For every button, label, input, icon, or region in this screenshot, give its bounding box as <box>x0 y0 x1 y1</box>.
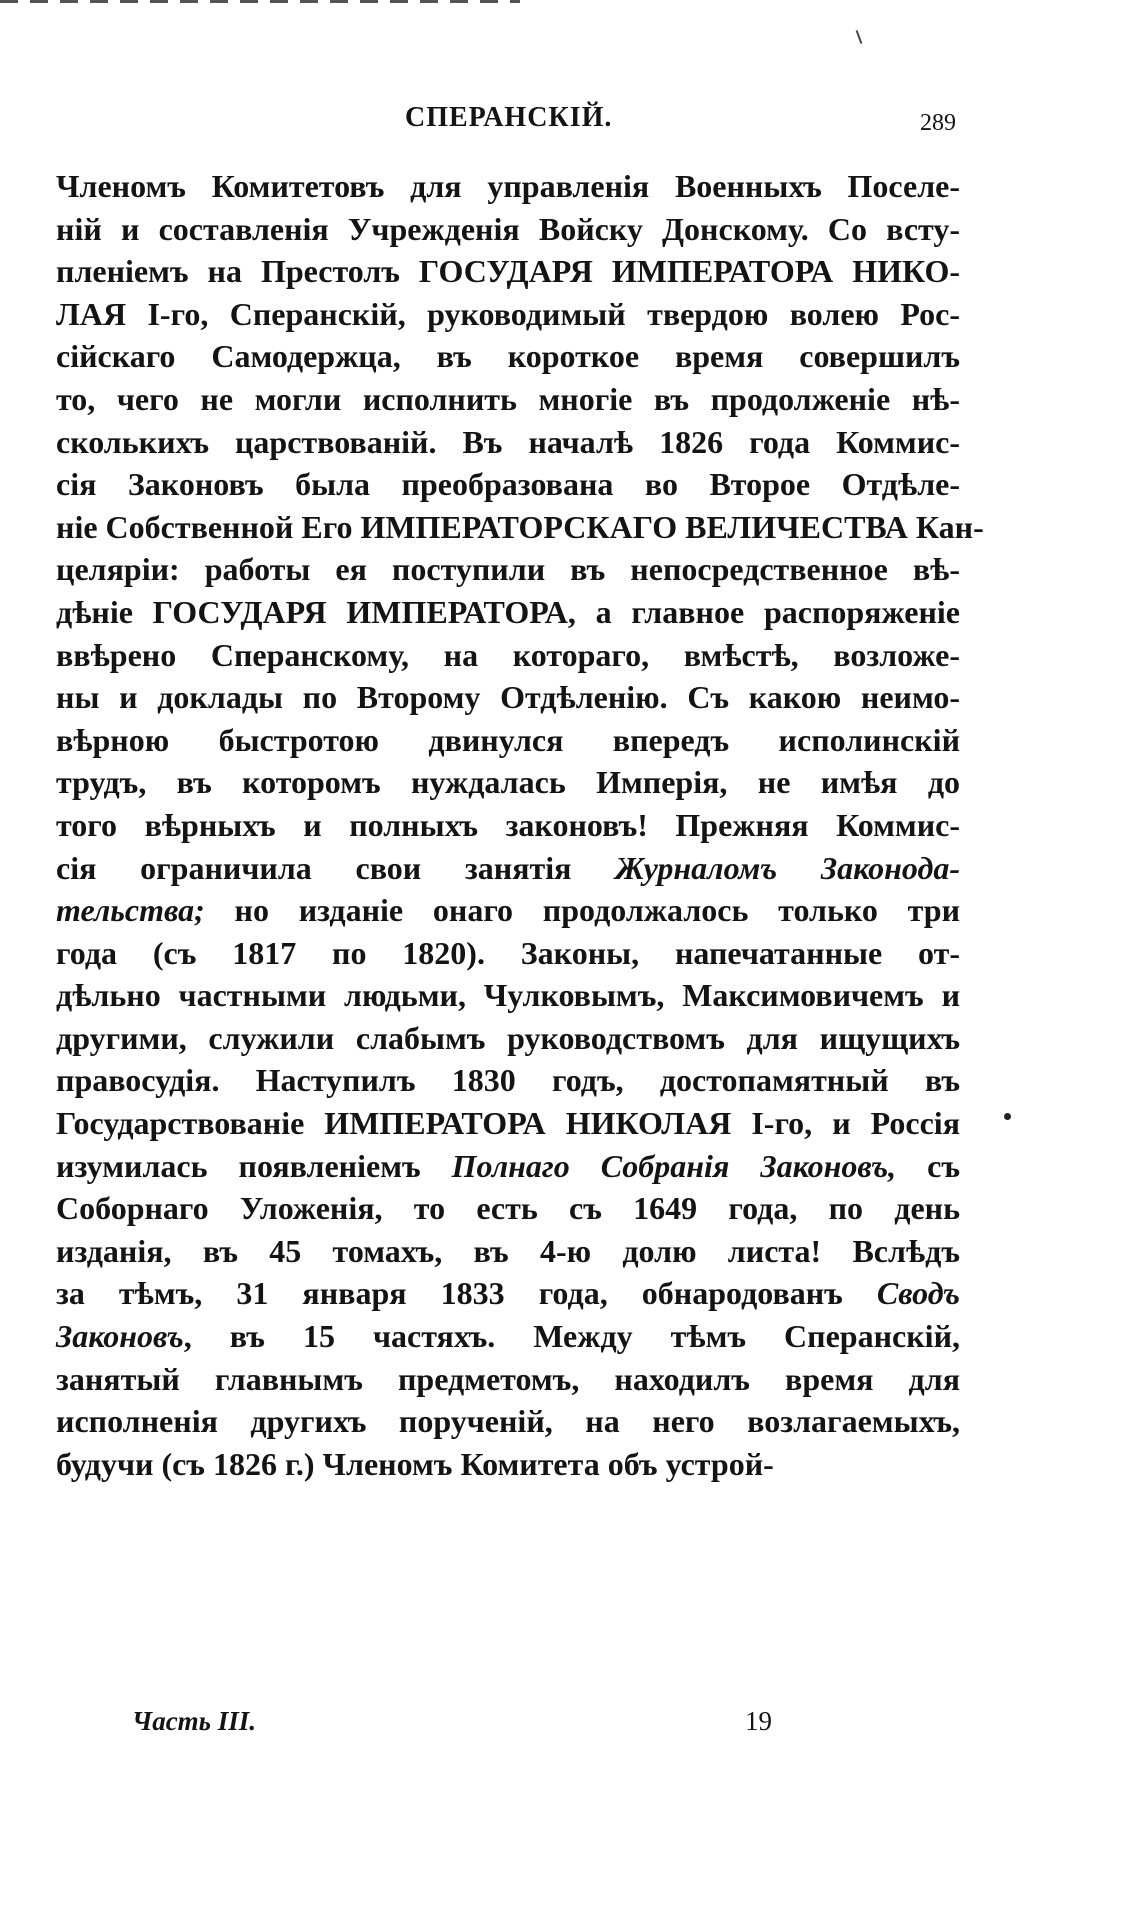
text-line <box>56 1400 960 1443</box>
text-line <box>56 1443 960 1486</box>
text-line <box>56 1059 960 1102</box>
line-text: ЛАЯ I-го, Сперанскій, руководимый твердою волею Рос- <box>56 295 960 332</box>
text-line <box>56 1145 960 1188</box>
text-line <box>56 463 960 506</box>
text-line <box>56 208 960 251</box>
text-line <box>56 548 960 591</box>
line-text: другими, служили слабымъ руководствомъ для ищущихъ <box>56 1019 960 1056</box>
line-text: пленіемъ на Престолъ ГОСУДАРЯ ИМПЕРАТОРА НИКО- <box>56 253 960 290</box>
line-text: дѣльно частными людьми, Чулковымъ, Максимовичемъ и <box>56 977 960 1014</box>
italic-title-text: тельства; <box>56 892 205 929</box>
italic-title-text: Полнаго Собранія Законовъ, <box>451 1147 897 1184</box>
text-line <box>56 1358 960 1401</box>
scan-mark <box>856 30 863 44</box>
line-text: съ <box>896 1147 961 1184</box>
text-line <box>56 335 960 378</box>
line-text: то, чего не могли исполнить многіе въ продолженіе нѣ- <box>56 380 960 417</box>
line-text: исполненія другихъ порученій, на него возлагаемыхъ, <box>56 1403 960 1440</box>
line-text: Членомъ Комитетовъ для управленія Военныхъ Поселе- <box>56 168 960 204</box>
text-line <box>56 889 960 932</box>
text-line <box>56 250 960 293</box>
scan-edge-artifact <box>0 0 520 3</box>
signature-mark: Часть III. <box>132 1706 257 1736</box>
line-text: сколькихъ царствованій. Въ началѣ 1826 года Коммис- <box>56 423 960 460</box>
line-text: правосудія. Наступилъ 1830 годъ, достопамятный въ <box>56 1062 960 1099</box>
line-text: ввѣрено Сперанскому, на котораго, вмѣстѣ, возложе- <box>56 636 960 673</box>
body-text <box>56 165 984 1485</box>
text-line <box>56 974 960 1017</box>
signature-number: 19 <box>745 1706 772 1736</box>
text-line <box>56 676 960 719</box>
line-text: занятый главнымъ предметомъ, находилъ время для <box>56 1360 960 1397</box>
line-text: целяріи: работы ея поступили въ непосредственное вѣ- <box>56 551 960 588</box>
line-text: за тѣмъ, 31 января 1833 года, обнародованъ <box>56 1275 877 1312</box>
text-line <box>56 1230 960 1273</box>
page-footer <box>0 1706 1140 1746</box>
text-line <box>56 591 960 634</box>
text-line <box>56 378 960 421</box>
line-text: сія ограничила свои занятія <box>56 849 616 886</box>
text-line <box>56 506 984 549</box>
text-line <box>56 1017 960 1060</box>
text-line <box>56 1102 960 1145</box>
line-text: ніе Собственной Его ИМПЕРАТОРСКАГО ВЕЛИЧЕСТВА Кан- <box>56 508 984 545</box>
line-text: изумилась появленіемъ <box>56 1147 452 1184</box>
line-text: сія Законовъ была преобразована во Второе Отдѣле- <box>56 466 960 503</box>
line-text: Соборнаго Уложенія, то есть съ 1649 года, по день <box>56 1190 960 1227</box>
line-text: дѣніе ГОСУДАРЯ ИМПЕРАТОРА, а главное распоряженіе <box>56 593 960 630</box>
text-line <box>56 1315 960 1358</box>
line-text: года (съ 1817 по 1820). Законы, напечатанные от- <box>56 934 960 971</box>
line-text: , въ 15 частяхъ. Между тѣмъ Сперанскій, <box>183 1318 960 1355</box>
line-text: трудъ, въ которомъ нуждалась Имперія, не имѣя до <box>56 764 960 801</box>
line-text: изданія, въ 45 томахъ, въ 4-ю долю листа! Вслѣдъ <box>56 1232 960 1269</box>
text-line <box>56 761 960 804</box>
text-line <box>56 847 960 890</box>
text-line <box>56 804 960 847</box>
line-text: вѣрною быстротою двинулся впередъ исполинскій <box>56 721 960 758</box>
line-text: ны и доклады по Второму Отдѣленію. Съ какою неимо- <box>56 679 960 716</box>
line-text: сійскаго Самодержца, въ короткое время совершилъ <box>56 338 960 375</box>
text-line <box>56 932 960 975</box>
line-text: будучи (съ 1826 г.) Членомъ Комитета объ устрой- <box>56 1445 774 1482</box>
line-text: ній и составленія Учрежденія Войску Донскому. Со всту- <box>56 210 960 247</box>
text-line <box>56 165 960 208</box>
text-line <box>56 719 960 762</box>
running-head: СПЕРАНСКІЙ. <box>405 102 613 133</box>
page-number: 289 <box>920 110 956 136</box>
italic-title-text: Сводъ <box>876 1275 960 1312</box>
line-text: того вѣрныхъ и полныхъ законовъ! Прежняя Коммис- <box>56 806 960 843</box>
text-line <box>56 293 960 336</box>
page-header <box>0 102 1140 142</box>
ink-speck <box>1004 1113 1011 1120</box>
line-text: но изданіе онаго продолжалось только три <box>204 892 960 929</box>
text-line <box>56 421 960 464</box>
text-line <box>56 1187 960 1230</box>
text-line <box>56 634 960 677</box>
italic-title-text: Законовъ <box>56 1318 184 1355</box>
text-line <box>56 1272 960 1315</box>
line-text: Государствованіе ИМПЕРАТОРА НИКОЛАЯ I-го, и Россія <box>56 1105 960 1142</box>
italic-title-text: Журналомъ Законода- <box>615 849 961 886</box>
